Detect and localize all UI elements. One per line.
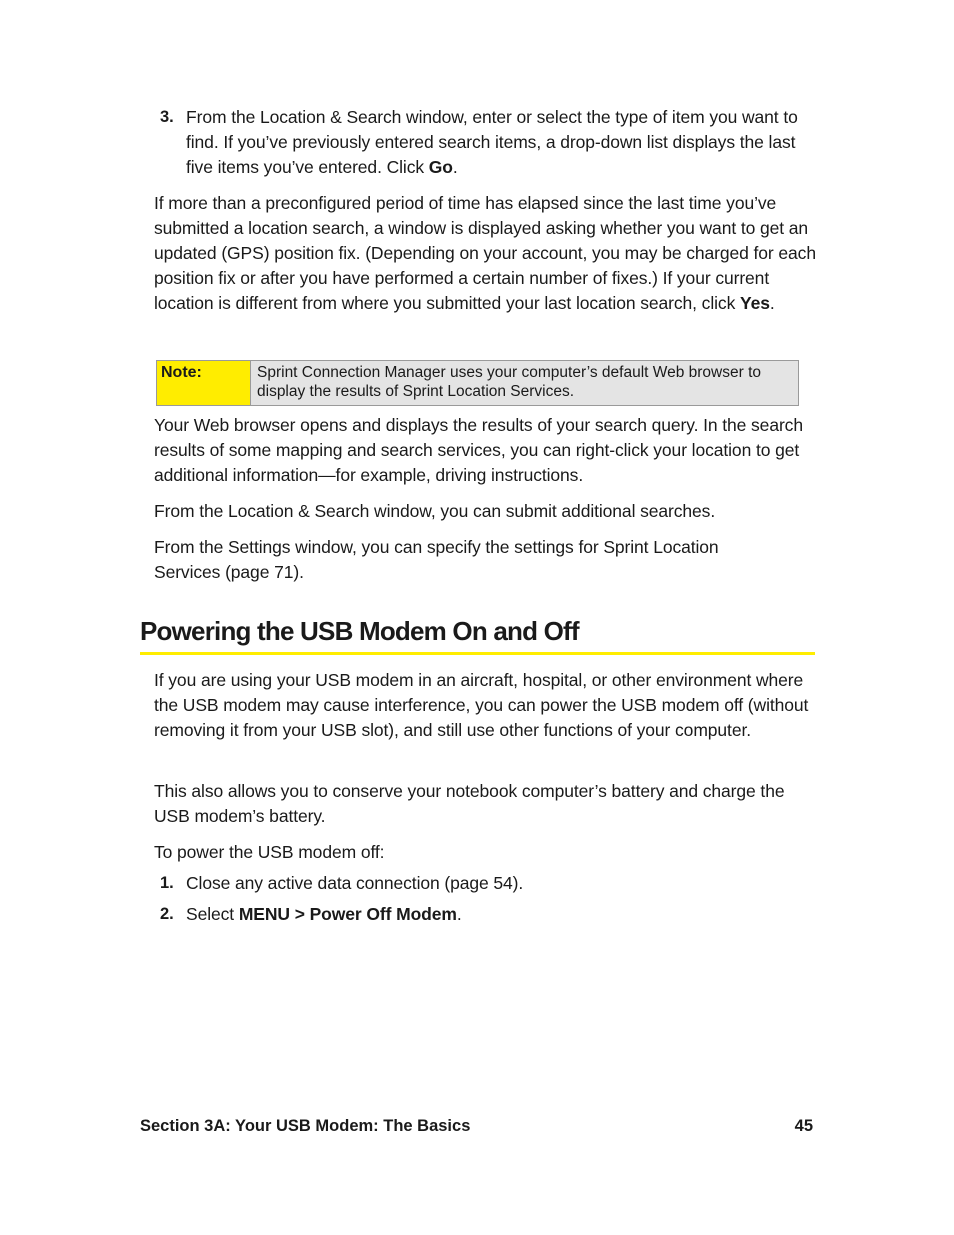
yes-command: Yes [739,293,770,313]
step-text [186,902,820,927]
section-heading: Powering the USB Modem On and Off [140,616,579,646]
step-text: Close any active data connection (page 54). [186,873,524,893]
page-number: 45 [794,1117,813,1135]
step-text-part: Select [186,904,239,924]
battery-paragraph: This also allows you to conserve your notebook computer’s battery and charge the USB modem’s battery. [154,781,785,826]
step-text [186,105,820,180]
gps-text: If more than a preconfigured period of time has elapsed since the last time you’ve submitted a location search, a window is displayed asking whether you want to get an updated (GPS) position fix. (Depending on your account, you may be charged for each position fix or after you have performed a certain number of fixes.) If your current location is different from where you submitted your last location search, click [154,193,816,313]
step-2 [160,902,820,927]
step-text-end: . [456,904,462,924]
step-number: 3. [160,108,174,126]
footer-section-title: Section 3A: Your USB Modem: The Basics [140,1117,471,1135]
gps-paragraph [154,191,820,316]
gps-text-end: . [769,293,775,313]
step-text-end: . [452,157,458,177]
note-text: Sprint Connection Manager uses your computer’s default Web browser to display the results of Sprint Location Services. [251,361,798,405]
additional-searches-paragraph: From the Location & Search window, you can submit additional searches. [154,501,716,521]
step-3 [160,105,820,180]
settings-paragraph: From the Settings window, you can specify the settings for Sprint Location Services (page 71). [154,537,719,582]
browser-paragraph: Your Web browser opens and displays the results of your search query. In the search results of some mapping and search services, you can right-click your location to get additional information—for example, driving instructions. [154,415,803,485]
menu-path: MENU > Power Off Modem [238,904,457,924]
step-1 [160,871,820,896]
go-command: Go [428,157,453,177]
heading-underline [140,652,815,655]
step-number: 1. [160,874,174,892]
power-off-intro: To power the USB modem off: [154,842,385,862]
step-text-part: From the Location & Search window, enter or select the type of item you want to find. If you’ve previously entered search items, a drop-down list displays the last five items you’ve entered. Click [186,107,798,177]
note-label: Note: [157,361,251,405]
note-box [156,360,799,406]
step-number: 2. [160,905,174,923]
interference-paragraph: If you are using your USB modem in an aircraft, hospital, or other environment where the USB modem may cause interference, you can power the USB modem off (without removing it from your USB slot), and still use other functions of your computer. [154,670,809,740]
